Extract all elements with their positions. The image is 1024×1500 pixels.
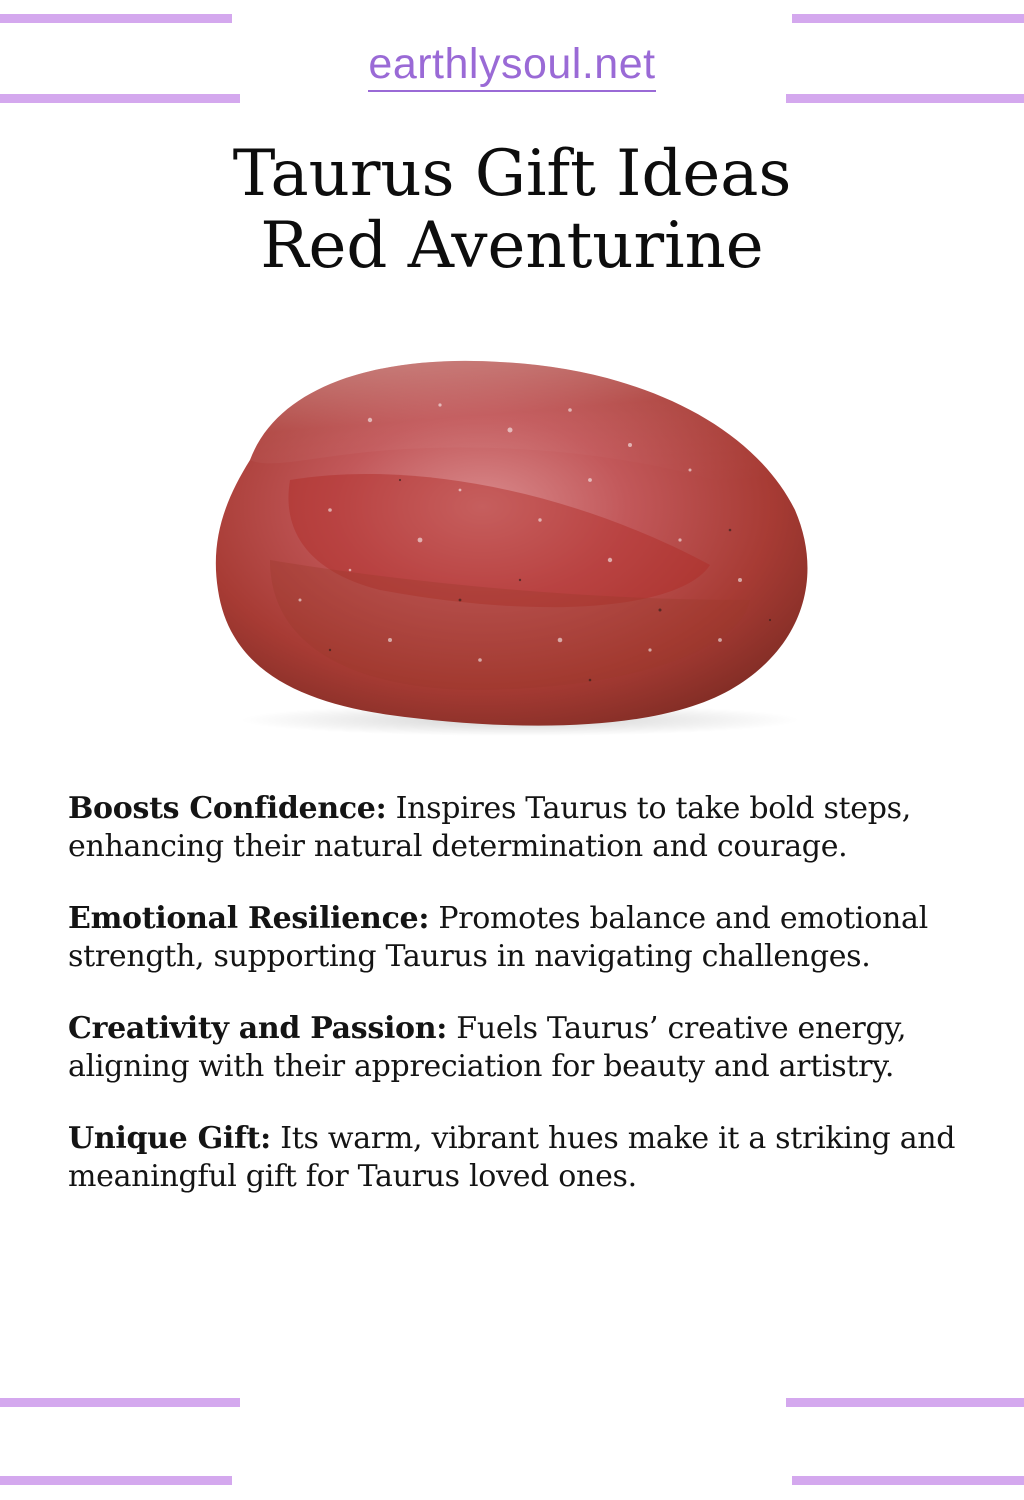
benefit-label: Unique Gift:	[68, 1121, 271, 1156]
bottom-left-bar-upper	[0, 1398, 240, 1407]
benefit-item	[68, 1120, 968, 1196]
benefit-item	[68, 790, 968, 866]
benefit-text: Promotes balance and emotional strength, supporting Taurus in navigating challenges.	[68, 901, 928, 974]
title-line-1: Taurus Gift Ideas	[232, 137, 792, 211]
top-right-bar-upper	[792, 14, 1024, 23]
top-left-bar-lower	[0, 94, 240, 103]
benefit-label: Creativity and Passion:	[68, 1011, 448, 1046]
title-line-2: Red Aventurine	[260, 209, 764, 283]
bottom-right-bar-upper	[786, 1398, 1024, 1407]
brand-logo-text: earthlysoul.net	[368, 40, 655, 92]
red-aventurine-stone-image	[210, 350, 820, 740]
top-left-bar-upper	[0, 14, 232, 23]
bottom-left-bar-lower	[0, 1476, 232, 1485]
benefit-item	[68, 1010, 968, 1086]
top-right-bar-lower	[786, 94, 1024, 103]
benefits-list	[68, 790, 968, 1230]
benefit-item	[68, 900, 968, 976]
benefit-text: Inspires Taurus to take bold steps, enhancing their natural determination and courage.	[68, 791, 911, 864]
benefit-text: Fuels Taurus’ creative energy, aligning with their appreciation for beauty and artistry.	[68, 1011, 907, 1084]
page-title	[0, 138, 1024, 282]
benefit-text: Its warm, vibrant hues make it a striking and meaningful gift for Taurus loved ones.	[68, 1121, 956, 1194]
benefit-label: Emotional Resilience:	[68, 901, 430, 936]
brand-logo[interactable]	[0, 40, 1024, 92]
benefit-label: Boosts Confidence:	[68, 791, 387, 826]
bottom-right-bar-lower	[792, 1476, 1024, 1485]
